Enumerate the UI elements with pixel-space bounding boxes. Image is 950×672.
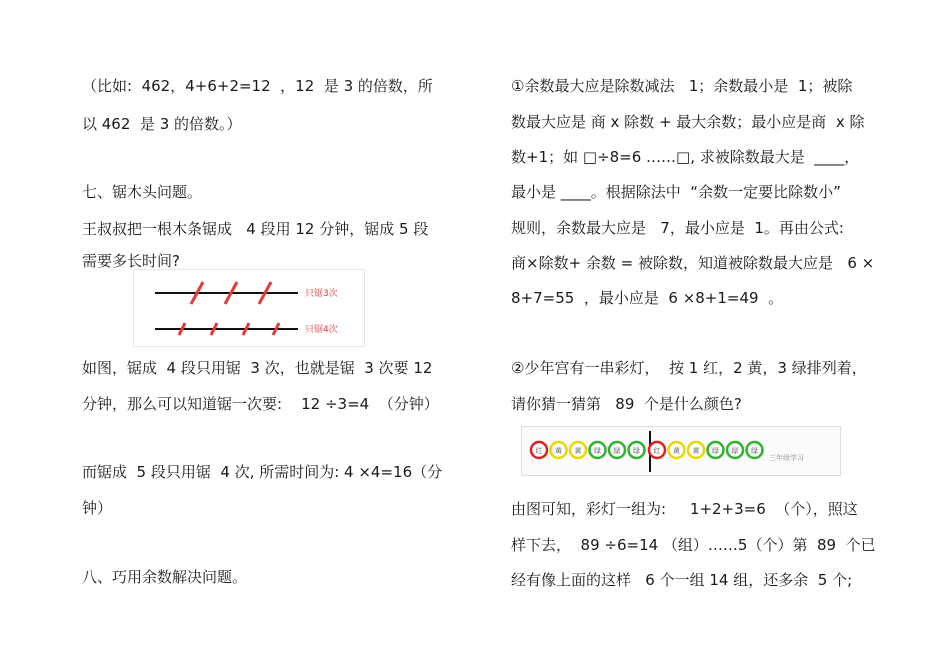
lamp-label: 绿 [751,447,758,455]
section-7-answer-line-1: 如图，锯成 4 段只用锯 3 次，也就是锯 3 次要 12 [82,359,433,377]
rule-line-1: ①余数最大应是除数减法 1；余数最小是 1；被除 [511,77,853,95]
section-7-answer-line-2: 分钟，那么可以知道锯一次要: 12 ÷3=4 （分钟） [82,395,439,413]
section-8-title: 八、巧用余数解决问题。 [82,568,248,586]
problem-2-line-2: 请你猜一猜第 89 个是什么颜色? [511,395,742,413]
lamp-label: 绿 [712,447,719,455]
rule-line-7: 8+7=55 ，最小应是 6 ×8+1=49 。 [511,289,784,307]
lamp-label: 黄 [574,447,582,455]
answer-line-3: 经有像上面的这样 6 个一组 14 组，还多余 5 个; [511,571,853,589]
lamp-label: 红 [535,447,543,455]
intro-line-2: 以 462 是 3 的倍数。） [82,115,242,133]
lamp-label: 黄 [692,447,700,455]
figure-label-bottom: 只锯4次 [305,325,338,335]
rule-line-5: 规则，余数最大应是 7，最小应是 1。再由公式: [511,219,844,237]
rule-line-6: 商×除数+ 余数 = 被除数，知道被除数最大应是 6 × [511,254,875,272]
rule-line-2: 数最大应是 商 x 除数 + 最大余数；最小应是商 x 除 [511,113,865,131]
problem-2-line-1: ②少年宫有一串彩灯， 按 1 红，2 黄，3 绿排列着， [511,359,867,377]
intro-line-1: （比如: 462，4+6+2=12 ，12 是 3 的倍数，所 [82,77,433,95]
section-7-question-line-1: 王叔叔把一根木条锯成 4 段用 12 分钟，锯成 5 段 [82,220,429,238]
section-7-answer-line-4: 钟） [82,499,113,517]
section-7-question-line-2: 需要多长时间? [82,252,180,270]
sawing-figure [133,269,365,347]
lamp-label: 绿 [731,447,739,455]
lamp-label: 绿 [633,447,640,455]
lamp-label: 黄 [673,447,680,455]
figure-label-top: 只锯3次 [305,289,338,299]
lamp-label: 绿 [613,447,621,455]
answer-line-1: 由图可知，彩灯一组为: 1+2+3=6 （个），照这 [511,500,858,518]
lamp-label: 黄 [555,447,562,455]
lamp-label: 绿 [594,447,601,455]
lamp-string-figure [521,426,841,476]
rule-line-4: 最小是 ____。根据除法中 “余数一定要比除数小” [511,183,841,201]
lamp-label: 红 [653,447,661,455]
watermark-text: 三年级学习 [769,454,804,462]
section-7-answer-line-3: 而锯成 5 段只用锯 4 次, 所需时间为: 4 ×4=16（分 [82,463,443,481]
section-7-title: 七、锯木头问题。 [82,183,203,201]
answer-line-2: 样下去， 89 ÷6=14 （组）……5（个）第 89 个已 [511,536,876,554]
rule-line-3: 数+1；如 □÷8=6 ……□, 求被除数最大是 ____， [511,148,860,166]
